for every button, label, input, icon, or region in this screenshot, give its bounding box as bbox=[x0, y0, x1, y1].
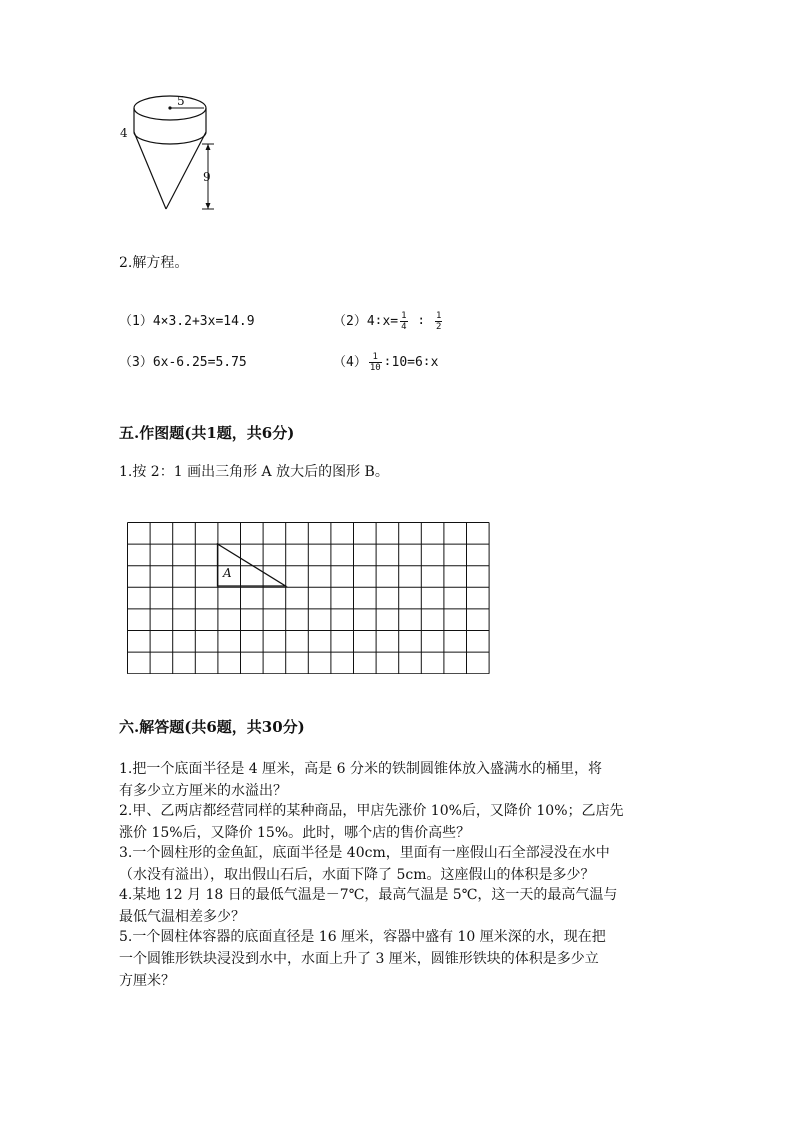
equation-4-prefix: （4） bbox=[333, 355, 367, 370]
section-5-question-1: 1.按 2：1 画出三角形 A 放大后的图形 B。 bbox=[119, 464, 389, 480]
equation-4-fraction bbox=[369, 352, 382, 373]
question-line: 4.某地 12 月 18 日的最低气温是－7℃，最高气温是 5℃，这一天的最高气温与 bbox=[119, 887, 618, 903]
section-6-question-1 bbox=[119, 758, 679, 802]
cylinder-height-label: 4 bbox=[120, 126, 128, 140]
radius-label: 5 bbox=[177, 94, 185, 108]
cone-height-arrow-top bbox=[206, 144, 211, 150]
equation-1: （1）4×3.2+3x=14.9 bbox=[119, 314, 255, 329]
question-line: 3.一个圆柱形的金鱼缸，底面半径是 40cm，里面有一座假山石全部浸没在水中 bbox=[119, 845, 610, 861]
equation-4-suffix: ∶10=6∶x bbox=[383, 355, 439, 370]
cylinder-cone-figure bbox=[112, 92, 222, 214]
equation-4 bbox=[333, 352, 438, 374]
cone-height-arrow-bottom bbox=[206, 203, 211, 209]
section-6-question-4 bbox=[119, 884, 679, 928]
cone-height-label: 9 bbox=[203, 170, 211, 184]
section-6-question-5 bbox=[119, 926, 679, 992]
fraction-numerator: 1 bbox=[401, 311, 407, 321]
fraction-denominator: 10 bbox=[369, 363, 381, 373]
question-line: （水没有溢出），取出假山石后，水面下降了 5cm。这座假山的体积是多少？ bbox=[119, 867, 595, 883]
grid-lines bbox=[128, 523, 490, 674]
equation-3: （3）6x-6.25=5.75 bbox=[119, 355, 247, 370]
question-line: 最低气温相差多少？ bbox=[119, 909, 245, 925]
triangle-a-label: A bbox=[223, 566, 232, 580]
fraction-denominator: 2 bbox=[436, 322, 442, 332]
equation-2-fraction-1 bbox=[400, 311, 407, 332]
question-line: 有多少立方厘米的水溢出？ bbox=[119, 783, 287, 799]
equation-2-colon: ∶ bbox=[417, 314, 426, 329]
section-5-heading: 五.作图题(共1题，共6分) bbox=[119, 424, 295, 442]
question-line: 一个圆锥形铁块浸没到水中，水面上升了 3 厘米，圆锥形铁块的体积是多少立 bbox=[119, 951, 599, 967]
section-6-question-3 bbox=[119, 842, 679, 886]
fraction-denominator: 4 bbox=[401, 322, 407, 332]
section-2-title: 2.解方程。 bbox=[119, 255, 189, 271]
drawing-grid bbox=[126, 521, 490, 674]
question-line: 涨价 15%后，又降价 15%。此时，哪个店的售价高些？ bbox=[119, 825, 471, 841]
equation-2 bbox=[333, 311, 444, 333]
section-6-heading: 六.解答题(共6题，共30分) bbox=[119, 718, 305, 736]
section-6-question-2 bbox=[119, 800, 679, 844]
question-line: 2.甲、乙两店都经营同样的某种商品，甲店先涨价 10%后，又降价 10%；乙店先 bbox=[119, 803, 624, 819]
equation-2-prefix: （2）4∶x= bbox=[333, 314, 399, 329]
fraction-numerator: 1 bbox=[369, 352, 382, 363]
fraction-numerator: 1 bbox=[436, 311, 442, 321]
question-line: 5.一个圆柱体容器的底面直径是 16 厘米，容器中盛有 10 厘米深的水，现在把 bbox=[119, 929, 606, 945]
cylinder-bottom-arc bbox=[134, 132, 206, 144]
question-line: 方厘米？ bbox=[119, 973, 175, 989]
question-line: 1.把一个底面半径是 4 厘米，高是 6 分米的铁制圆锥体放入盛满水的桶里，将 bbox=[119, 761, 602, 777]
equation-2-fraction-2 bbox=[435, 311, 442, 332]
